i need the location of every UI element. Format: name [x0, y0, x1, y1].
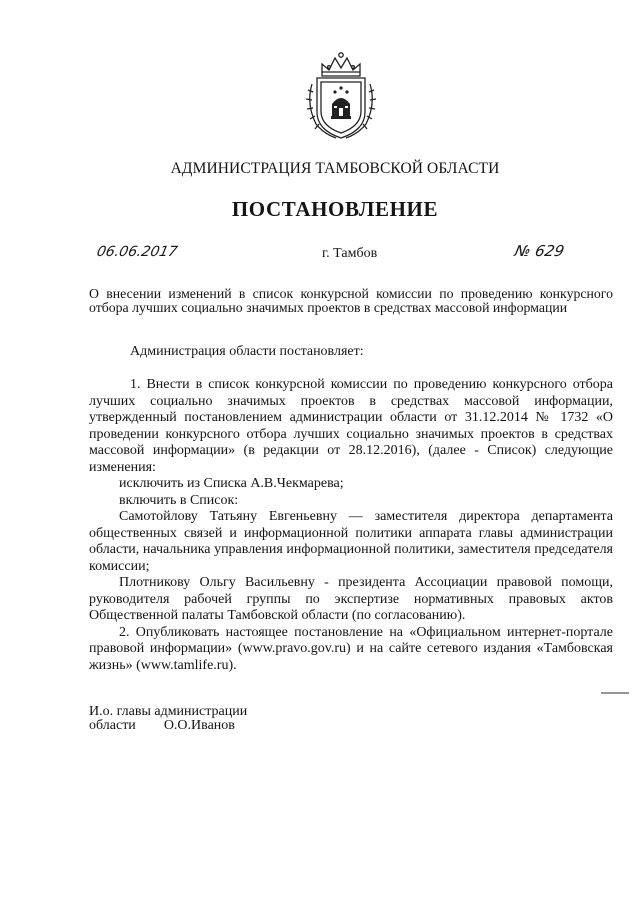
coat-of-arms-icon — [298, 46, 384, 142]
signature-block — [89, 705, 247, 733]
document-number: № 629 — [513, 242, 566, 260]
member-1-paragraph: Самотойлову Татьяну Евгеньевну — заместителя директора департамента общественных связей и информационной политики аппарата главы администрации области, начальника управления информационной политики, заместителя председателя комиссии; — [89, 509, 613, 574]
document-type-title: ПОСТАНОВЛЕНИЕ — [231, 197, 439, 221]
document-city: г. Тамбов — [322, 246, 378, 261]
preamble-text: Администрация области постановляет: — [130, 344, 364, 359]
member-2-paragraph: Плотникову Ольгу Васильевну - президента Ассоциации правовой помощи, руководителя рабочей группы по экспертизе нормативных правовых актов Общественной палаты Тамбовской области (по согласованию). — [89, 575, 613, 623]
signature-title: И.о. главы администрации — [89, 704, 248, 719]
signatory-name: О.О.Иванов — [163, 718, 235, 733]
document-date: 06.06.2017 — [95, 244, 179, 260]
signature-region: области — [89, 718, 136, 733]
document-body — [89, 377, 613, 674]
item-2-paragraph: 2. Опубликовать настоящее постановление на «Официальном интернет-портале правовой информации» (www.pravo.gov.ru) и на сайте сетевого издания «Тамбовская жизнь» (www.tamlife.ru). — [89, 624, 613, 673]
scan-edge-mark — [601, 692, 629, 694]
include-line: включить в Список: — [119, 492, 239, 508]
document-subject: О внесении изменений в список конкурсной комиссии по проведению конкурсного отбора лучших социально значимых проектов в средствах массовой информации — [89, 286, 613, 315]
item-1-paragraph: 1. Внести в список конкурсной комиссии по проведению конкурсного отбора лучших социально значимых проектов в средствах массовой информации, утвержденный постановлением администрации области от 31.12.2014 № 1732 «О проведении конкурсного отбора лучших социально значимых проектов в средствах массовой информации» (в редакции от 28.12.2016), (далее - Список) следующие изменения: — [89, 377, 613, 475]
signature-line-2 — [89, 719, 247, 733]
exclude-line: исключить из Списка А.В.Чекмарева; — [119, 476, 344, 491]
organization-title: АДМИНИСТРАЦИЯ ТАМБОВСКОЙ ОБЛАСТИ — [170, 160, 500, 177]
